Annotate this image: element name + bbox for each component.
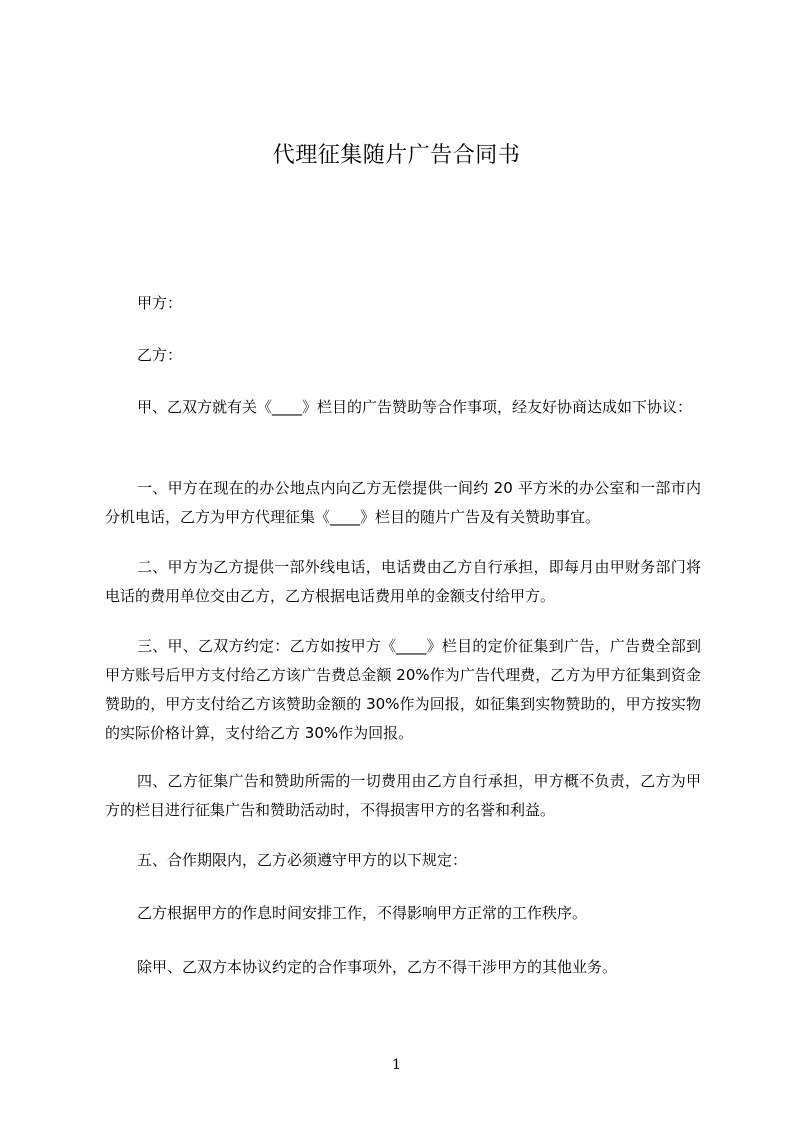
clause-3-paragraph: 三、甲、乙双方约定：乙方如按甲方《____》栏目的定价征集到广告，广告费全部到甲方账号后甲方支付给乙方该广告费总金额 20%作为广告代理费，乙方为甲方征集到资金赞助的，甲方支付给乙方该赞助金额的 30%作为回报，如征集到实物赞助的，甲方按实物的实际价格计算，支付给乙方 30%作为回报。 bbox=[105, 637, 701, 742]
rule-2-paragraph: 除甲、乙双方本协议约定的合作事项外，乙方不得干涉甲方的其他业务。 bbox=[137, 958, 618, 976]
clause-1-paragraph: 一、甲方在现在的办公地点内向乙方无偿提供一间约 20 平方米的办公室和一部市内分机电话，乙方为甲方代理征集《____》栏目的随片广告及有关赞助事宜。 bbox=[105, 479, 701, 526]
clause-4-paragraph: 四、乙方征集广告和赞助所需的一切费用由乙方自行承担，甲方概不负责，乙方为甲方的栏目进行征集广告和赞助活动时，不得损害甲方的名誉和利益。 bbox=[105, 772, 701, 819]
page-number: 1 bbox=[392, 1057, 401, 1073]
intro-paragraph: 甲、乙双方就有关《____》栏目的广告赞助等合作事项，经友好协商达成如下协议： bbox=[137, 398, 693, 416]
clause-5-paragraph: 五、合作期限内，乙方必须遵守甲方的以下规定： bbox=[137, 851, 468, 869]
party-a-line: 甲方： bbox=[137, 294, 183, 312]
document-title: 代理征集随片广告合同书 bbox=[272, 143, 521, 168]
party-b-line: 乙方： bbox=[137, 346, 183, 364]
clause-2-paragraph: 二、甲方为乙方提供一部外线电话，电话费由乙方自行承担，即每月由甲财务部门将电话的费用单位交由乙方，乙方根据电话费用单的金额支付给甲方。 bbox=[105, 558, 701, 605]
rule-1-paragraph: 乙方根据甲方的作息时间安排工作，不得影响甲方正常的工作秩序。 bbox=[137, 904, 588, 922]
